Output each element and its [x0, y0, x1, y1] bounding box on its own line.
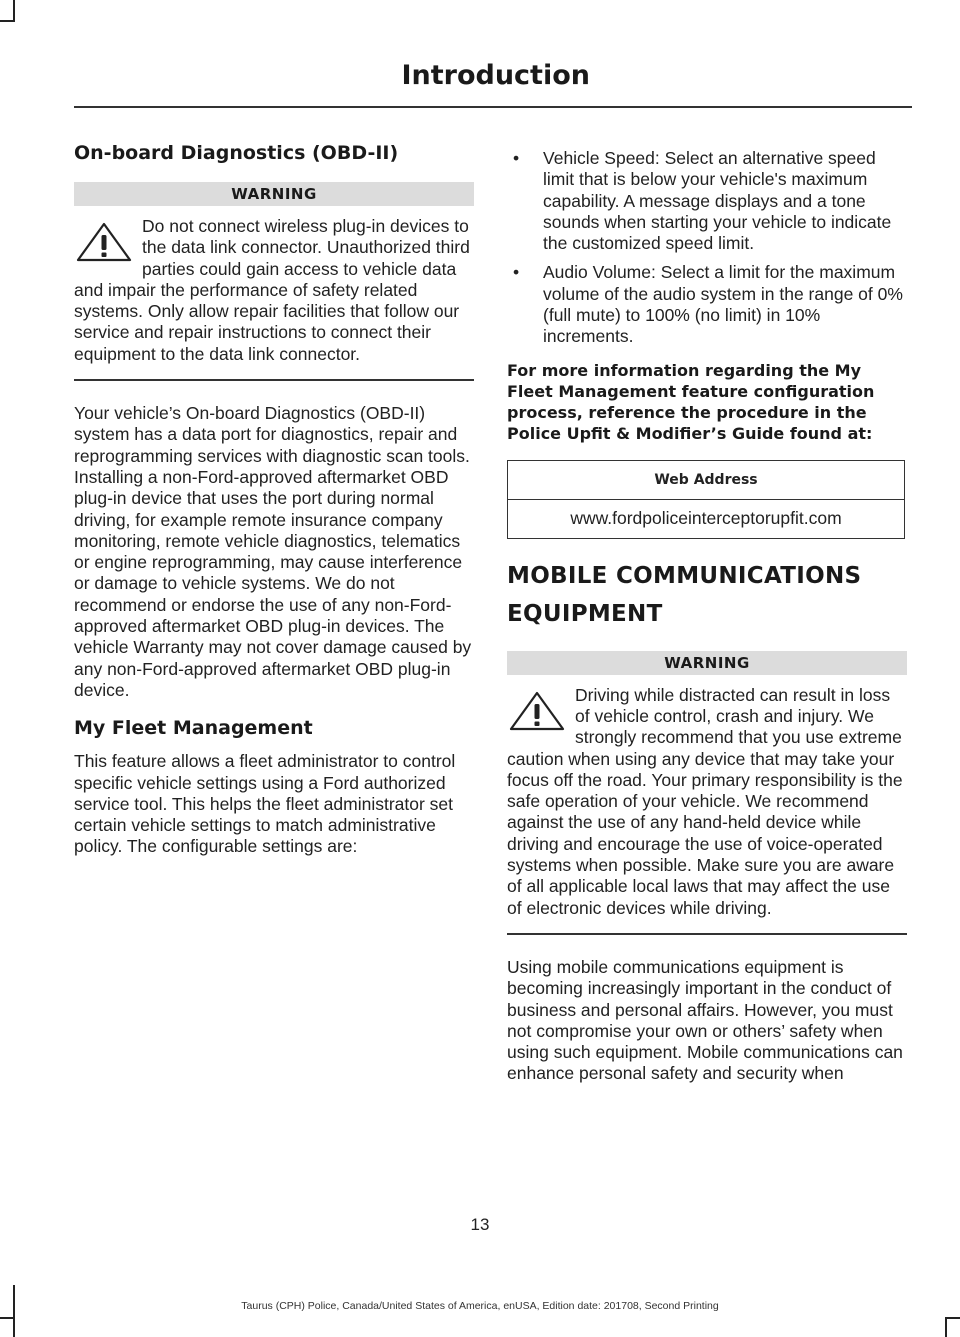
- obd-paragraph: Your vehicle’s On-board Diagnostics (OBD-II) system has a data port for diagnostics, repair and reprogramming services with diagnostic scan tools. Installing a non-Ford-approved aftermarket OBD plug-in device that uses the port during normal driving, for example remote insurance company monitoring, remote vehicle diagnostics, telematics or engine reprogramming, may cause interference or damage to vehicle systems. We do not recommend or endorse the use of any non-Ford-approved aftermarket OBD plug-in devices. The vehicle Warranty may not cover damage caused by any non-Ford-approved aftermarket OBD plug-in device.: [74, 403, 472, 700]
- crop-mark: [0, 20, 15, 22]
- warning-header: WARNING: [74, 182, 474, 206]
- crop-mark: [945, 1317, 947, 1337]
- warning-triangle-icon: [507, 689, 567, 733]
- web-address-link[interactable]: www.fordpoliceinterceptorupfit.com: [508, 499, 905, 538]
- page-title: Introduction: [401, 60, 590, 91]
- warning-box: [74, 206, 474, 381]
- crop-mark: [945, 1317, 960, 1319]
- bullet: •: [513, 262, 520, 283]
- mobile-paragraph: Using mobile communications equipment is becoming increasingly important in the conduct of business and personal affairs. However, you must not compromise your own or others’ safety when using such equipment. Mobile communications can enhance personal safety and security when: [507, 956, 903, 1084]
- fleet-heading: My Fleet Management: [74, 717, 313, 740]
- mobile-heading-line: EQUIPMENT: [507, 600, 663, 627]
- crop-mark: [0, 1317, 15, 1319]
- footer-text: Taurus (CPH) Police, Canada/United States of America, enUSA, Edition date: 201708, Second Printing: [241, 1300, 719, 1312]
- warning-header: WARNING: [507, 651, 907, 675]
- list-item-text: Audio Volume: Select a limit for the maximum volume of the audio system in the range of 0% (full mute) to 100% (no limit) in 10% increments.: [543, 262, 903, 347]
- header-divider: [74, 106, 912, 108]
- right-column: [507, 148, 907, 1097]
- left-column: [74, 142, 474, 870]
- page-number: 13: [470, 1215, 490, 1234]
- list-item: [507, 148, 907, 254]
- list-item-text: Vehicle Speed: Select an alternative speed limit that is below your vehicle's maximum capability. A message displays and a tone sounds when starting your vehicle to indicate the customized speed limit.: [543, 148, 892, 254]
- warning-text: Driving while distracted can result in loss of vehicle control, crash and injury. We strongly recommend that you use extreme caution when using any device that may take your focus off the road. Your primary responsibility is the safe operation of your vehicle. We recommend against the use of any hand-held device while driving and encourage the use of voice-operated systems when possible. Make sure you are aware of all applicable local laws that may affect the use of electronic devices while driving.: [507, 684, 903, 918]
- list-item: [507, 262, 907, 347]
- warning-triangle-icon: [74, 220, 134, 264]
- mobile-heading: [507, 561, 907, 629]
- obd-heading: On-board Diagnostics (OBD-II): [74, 142, 399, 164]
- bullet: •: [513, 148, 520, 168]
- table-header: Web Address: [508, 460, 905, 499]
- info-paragraph: For more information regarding the My Fleet Management feature configuration process, reference the procedure in the Police Upfit & Modifier’s Guide found at:: [507, 360, 875, 443]
- web-address-table: [507, 460, 905, 539]
- crop-mark: [13, 0, 15, 22]
- fleet-paragraph: This feature allows a fleet administrator to control specific vehicle settings using a Ford authorized service tool. This helps the fleet administrator set certain vehicle settings to match administrative policy. The configurable settings are:: [74, 751, 456, 857]
- mobile-heading-line: MOBILE COMMUNICATIONS: [507, 562, 862, 589]
- warning-box: [507, 675, 907, 935]
- settings-list: [507, 148, 907, 348]
- warning-text: Do not connect wireless plug-in devices to the data link connector. Unauthorized third parties could gain access to vehicle data and impair the performance of safety related systems. Only allow repair facilities that follow our service and repair instructions to connect their equipment to the data link connector.: [74, 216, 470, 364]
